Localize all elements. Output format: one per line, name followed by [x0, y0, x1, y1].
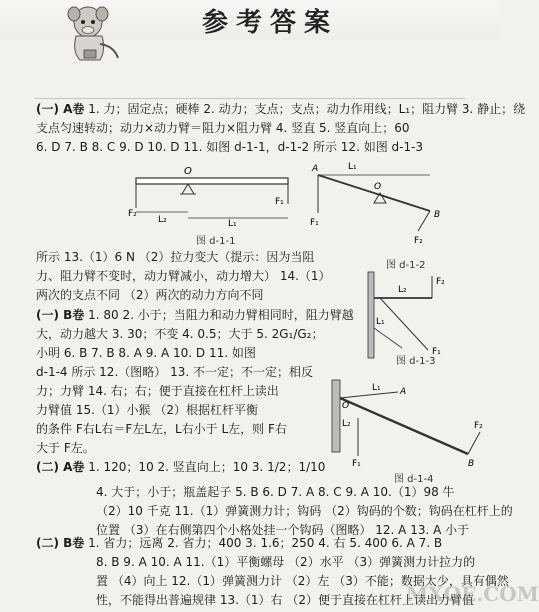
section-2b-line-3: 置 （4）向上 12.（1）弹簧测力计 （2）左 （3）不能；数据太少，具有偶然	[96, 574, 509, 588]
fig1-f1-label: F₁	[275, 197, 284, 207]
fig2-l1-label: L₁	[348, 162, 357, 172]
figure-d-1-3	[362, 268, 462, 364]
fig1-pivot-label: O	[184, 166, 192, 177]
answer-text: 1. 80 2. 小于；当阻力和动力臂相同时，阻力臂越	[88, 308, 354, 322]
fig2-f2-label: F₂	[414, 236, 423, 246]
fig4-l2-label: L₂	[342, 419, 351, 429]
section-1b-line-6: 力臂值 15.（1）小猴 （2）根据杠杆平衡	[36, 403, 258, 417]
fig3-l1-label: L₁	[376, 317, 385, 327]
figure-d-1-3-caption: 图 d-1-3	[396, 356, 436, 367]
section-1b-line-8: 大于 F左。	[36, 441, 95, 455]
section-1b-line-1	[36, 306, 356, 325]
figure-d-1-4	[328, 378, 488, 468]
fig2-b-label: B	[434, 210, 441, 220]
figure-d-1-1-caption: 图 d-1-1	[196, 236, 236, 247]
section-1a-line-1	[36, 100, 526, 119]
section-1a	[36, 100, 526, 157]
mascot-illustration	[62, 0, 124, 66]
section-1b-line-7: 的条件 F右L右＝F左L左，L右小于 L左，则 F右	[36, 422, 287, 436]
fig3-f2-label: F₂	[436, 277, 445, 287]
fig2-pivot-label: O	[374, 182, 382, 192]
fig1-l1-label: L₁	[228, 219, 237, 229]
section-2a	[36, 458, 513, 540]
section-1b-line-5: 力；力臂 14. 右；右；便于直接在杠杆上读出	[36, 384, 279, 398]
section-label: (二) B卷	[36, 536, 85, 550]
section-1a-cont-line-1: 所示 13.（1）6 N （2）拉力变大（提示：因为当阻	[36, 250, 315, 264]
section-1a-cont-line-3: 两次的支点不同 （2）两次的动力方向不同	[36, 288, 264, 302]
fig4-a-label: A	[400, 387, 407, 397]
section-1a-line-2: 支点匀速转动；动力×动力臂＝阻力×阻力臂 4. 竖直 5. 竖直向上；60	[36, 121, 410, 135]
section-2a-line-1	[36, 458, 468, 477]
figure-d-1-1	[128, 160, 298, 228]
fig2-f1-label: F₁	[310, 218, 319, 228]
section-2b-line-1	[36, 534, 468, 553]
divider	[35, 98, 465, 99]
section-1b-line-4: d-1-4 所示 12.（图略） 13. 不一定；不一定；相反	[36, 365, 313, 379]
section-2a-line-3: （2）10 千克 11.（1）弹簧测力计；钩码 （2）钩码的个数；钩码在杠杆上的	[96, 504, 513, 518]
answer-text: 1. 120；10 2. 竖直向上；10 3. 1/2；1/10	[88, 460, 326, 474]
section-1a-cont-line-2: 力、阻力臂不变时，动力臂减小，动力增大） 14.（1）	[36, 269, 331, 283]
fig4-f1-label: F₁	[352, 459, 361, 469]
section-2a-line-2: 4. 大于；小于；瓶盖起子 5. B 6. D 7. A 8. C 9. A 10.（1）98 牛	[96, 485, 455, 499]
fig4-b-label: B	[468, 459, 475, 469]
answer-text: 1. 力；固定点；硬棒 2. 动力；支点；支点；动力作用线；L₁；阻力臂 3. 静止；绕	[88, 102, 526, 116]
fig1-l2-label: L₂	[158, 215, 167, 225]
fig1-f2-label: F₂	[128, 209, 137, 219]
section-1a-line-3: 6. D 7. B 8. C 9. D 10. D 11. 如图 d-1-1，d-1-2 所示 12. 如图 d-1-3	[36, 140, 424, 154]
section-label: (二) A卷	[36, 460, 85, 474]
section-2b-line-2: 8. B 9. A 10. A 11.（1）平衡螺母 （2）水平 （3）弹簧测力计拉力的	[96, 555, 476, 569]
section-label: (一) A卷	[36, 102, 85, 116]
answer-text: 1. 省力；远离 2. 省力；400 3. 1.6；250 4. 右 5. 400 6. A 7. B	[88, 536, 443, 550]
site-watermark: MXQE.COM	[406, 582, 539, 606]
section-1a-continued	[36, 248, 336, 305]
fig4-pivot-label: O	[342, 401, 350, 411]
fig3-f1-label: F₁	[432, 347, 441, 357]
page-title: 参考答案	[201, 8, 338, 38]
figure-d-1-2	[308, 155, 453, 247]
section-1b	[36, 306, 356, 458]
fig4-f2-label: F₂	[474, 421, 483, 431]
fig3-l2-label: L₂	[398, 285, 407, 295]
figure-d-1-2-caption: 图 d-1-2	[386, 260, 426, 271]
section-1b-line-2: 大，动力越大 3. 30；不变 4. 0.5；大于 5. 2G₁/G₂；	[36, 327, 324, 341]
section-2b-line-4: 性，不能得出普遍规律 13.（1）右 （2）便于直接在杠杆上读出力臂值	[96, 593, 474, 607]
fig2-a-label: A	[312, 164, 319, 174]
fig4-l1-label: L₁	[372, 383, 381, 393]
section-2a-line-4: 位置 （3）在右侧第四个小格处挂一个钩码（图略） 12. A 13. A 小于	[96, 523, 470, 537]
section-1b-line-3: 小明 6. B 7. B 8. A 9. A 10. D 11. 如图	[36, 346, 256, 360]
section-label: (一) B卷	[36, 308, 85, 322]
figure-d-1-4-caption: 图 d-1-4	[394, 474, 434, 485]
